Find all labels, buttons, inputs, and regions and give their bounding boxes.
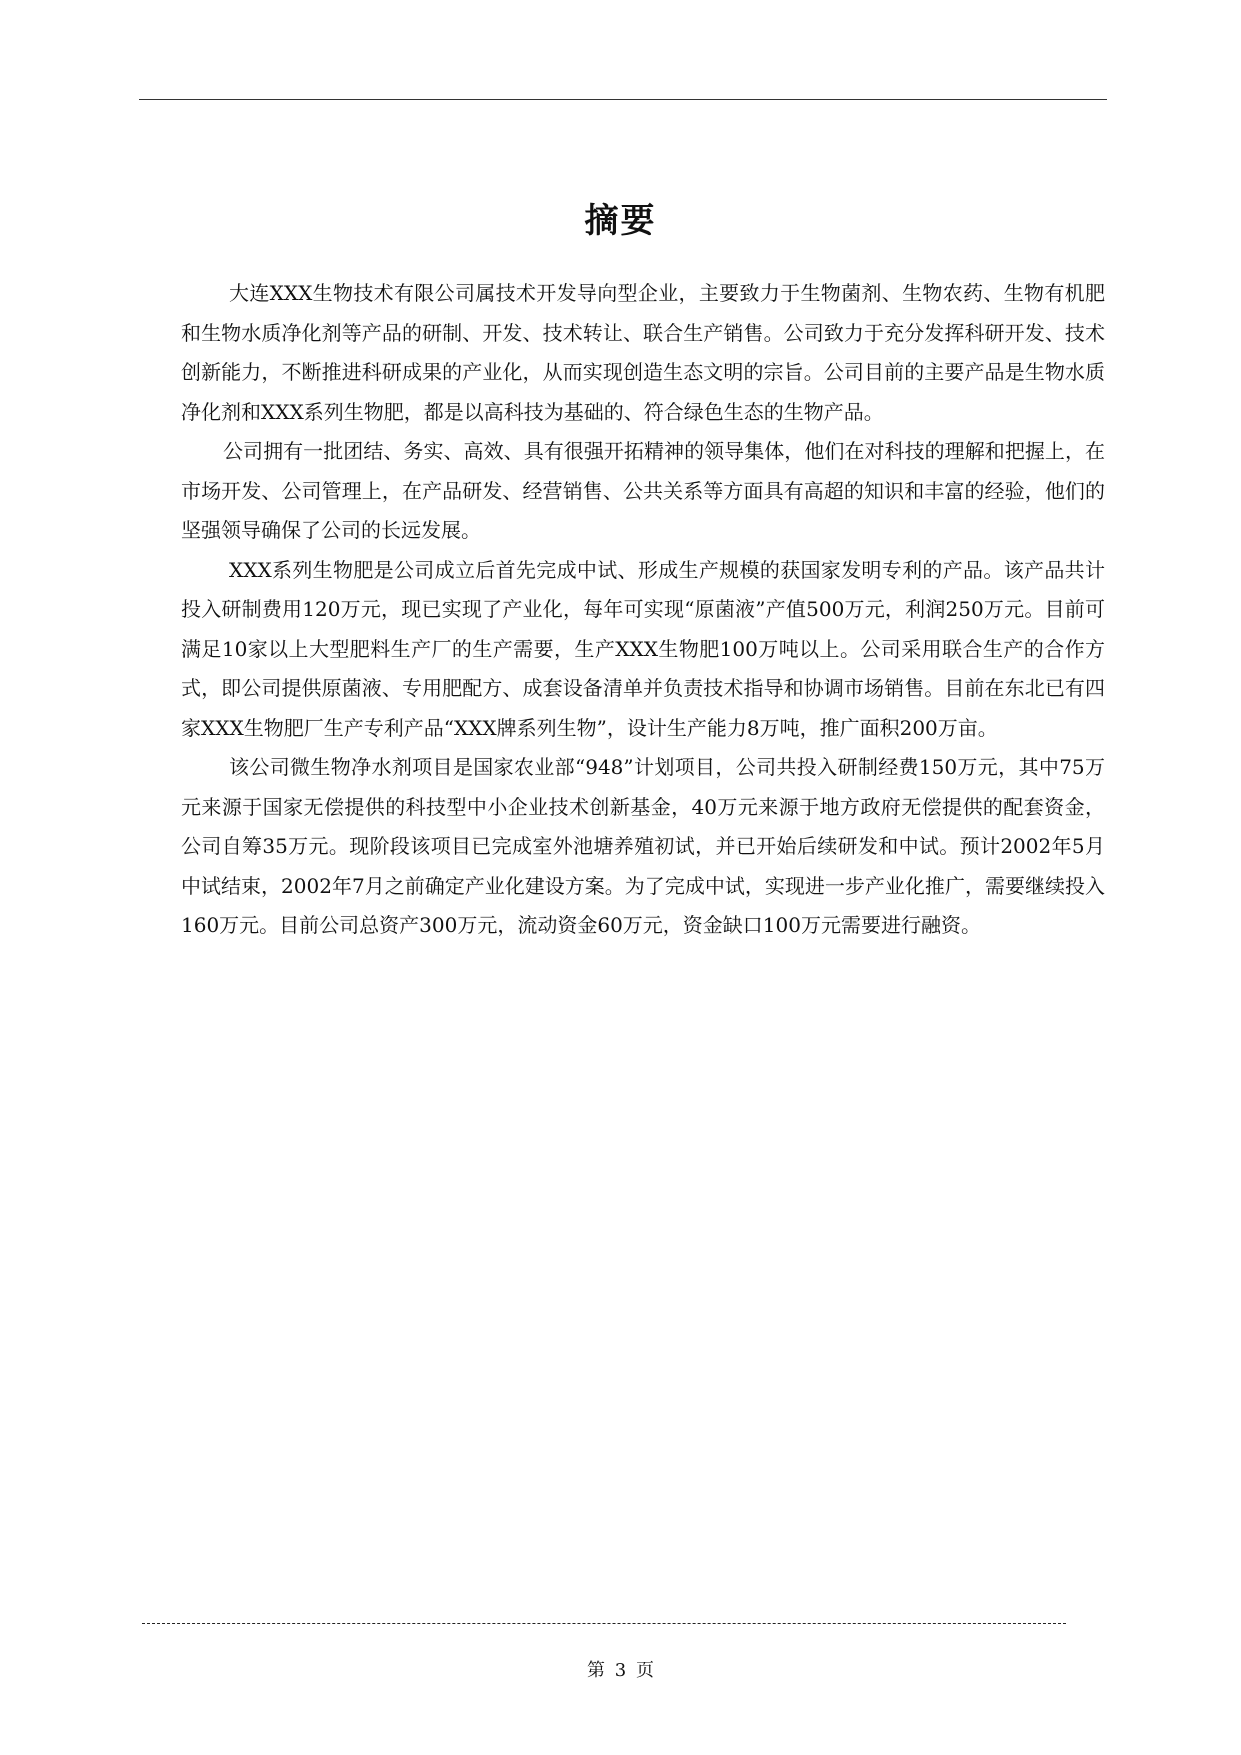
paragraph-leadership: 公司拥有一批团结、务实、高效、具有很强开拓精神的领导集体，他们在对科技的理解和把握上，在市场开发、公司管理上，在产品研发、经营销售、公共关系等方面具有高超的知识和丰富的经验，他们的坚强领导确保了公司的长远发展。 (181, 439, 1105, 542)
document-title: 摘要 (584, 201, 657, 241)
body-text (181, 274, 1105, 946)
header-rule (139, 99, 1107, 100)
paragraph-company-intro: 大连XXX生物技术有限公司属技术开发导向型企业，主要致力于生物菌剂、生物农药、生物有机肥和生物水质净化剂等产品的研制、开发、技术转让、联合生产销售。公司致力于充分发挥科研开发、技术创新能力，不断推进科研成果的产业化，从而实现创造生态文明的宗旨。公司目前的主要产品是生物水质净化剂和XXX系列生物肥，都是以高科技为基础的、符合绿色生态的生物产品。 (181, 281, 1105, 424)
paragraph-bio-fertilizer: XXX系列生物肥是公司成立后首先完成中试、形成生产规模的获国家发明专利的产品。该产品共计投入研制费用120万元，现已实现了产业化，每年可实现“原菌液”产值500万元，利润250万元。目前可满足10家以上大型肥料生产厂的生产需要，生产XXX生物肥100万吨以上。公司采用联合生产的合作方式，即公司提供原菌液、专用肥配方、成套设备清单并负责技术指导和协调市场销售。目前在东北已有四家XXX生物肥厂生产专利产品“XXX牌系列生物”，设计生产能力8万吨，推广面积200万亩。 (181, 557, 1105, 740)
paragraph-water-purifier-project: 该公司微生物净水剂项目是国家农业部“948”计划项目，公司共投入研制经费150万元，其中75万元来源于国家无偿提供的科技型中小企业技术创新基金，40万元来源于地方政府无偿提供的配套资金，公司自筹35万元。现阶段该项目已完成室外池塘养殖初试，并已开始后续研发和中试。预计2002年5月中试结束，2002年7月之前确定产业化建设方案。为了完成中试，实现进一步产业化推广，需要继续投入160万元。目前公司总资产300万元，流动资金60万元，资金缺口100万元需要进行融资。 (181, 755, 1105, 937)
footer-rule (142, 1623, 1066, 1624)
page-number: 第 3 页 (587, 1660, 654, 1681)
